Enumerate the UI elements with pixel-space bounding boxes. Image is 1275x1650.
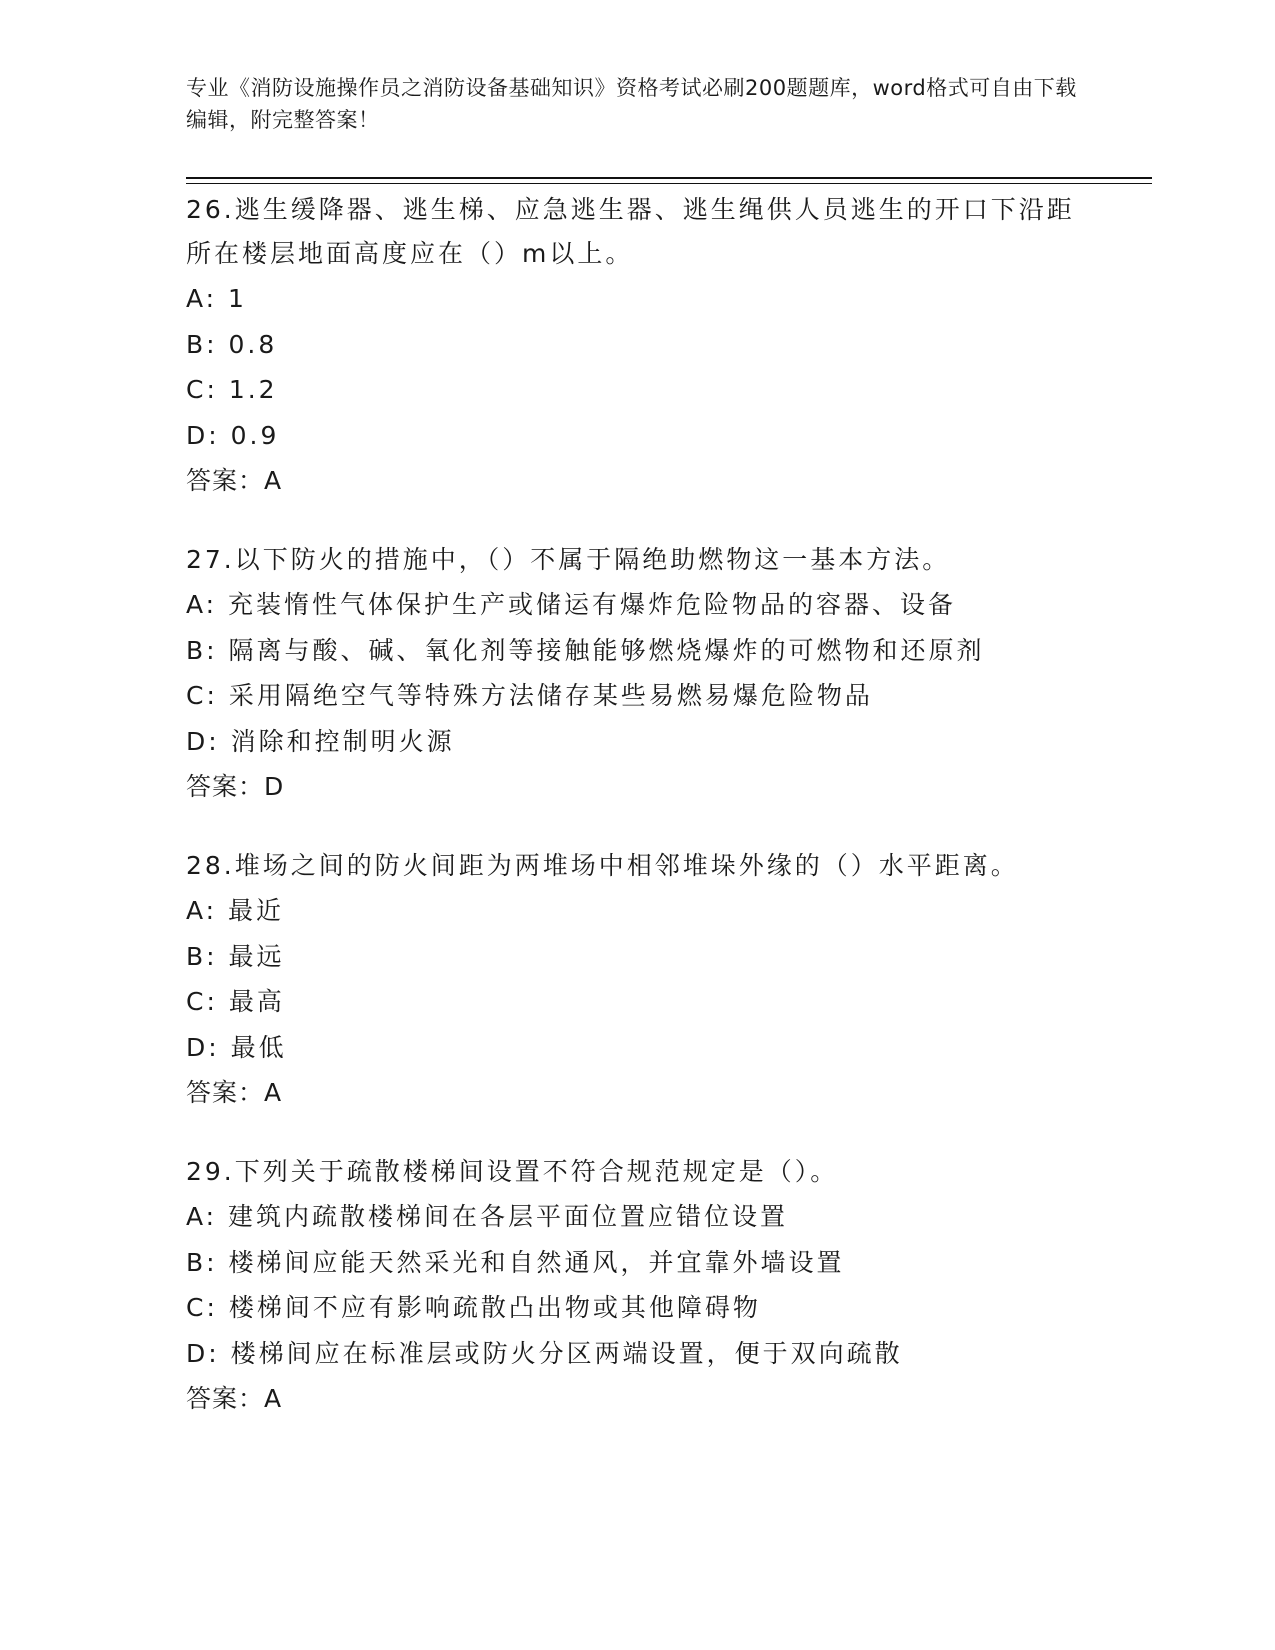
document-header: 专业《消防设施操作员之消防设备基础知识》资格考试必刷200题题库，word格式可自由下载编辑，附完整答案！ (186, 76, 1077, 132)
header-divider-thick (186, 177, 1152, 179)
header-divider-thin (186, 183, 1152, 184)
answer-line: 答案：A (186, 466, 283, 495)
answer-line: 答案：D (186, 772, 285, 801)
option-b: B: 楼梯间应能天然采光和自然通风，并宜靠外墙设置 (186, 1247, 845, 1277)
question-28 (186, 844, 1086, 1115)
option-a: A: 1 (186, 284, 247, 313)
option-c: C: 1.2 (186, 375, 278, 404)
question-27 (186, 538, 1086, 809)
question-list (186, 188, 1086, 1456)
question-26 (186, 188, 1086, 503)
option-a: A: 最近 (186, 896, 285, 925)
option-c: C: 楼梯间不应有影响疏散凸出物或其他障碍物 (186, 1293, 761, 1322)
option-b: B: 隔离与酸、碱、氧化剂等接触能够燃烧爆炸的可燃物和还原剂 (186, 635, 985, 665)
option-b: B: 最远 (186, 941, 285, 971)
question-29 (186, 1150, 1086, 1421)
option-a: A: 建筑内疏散楼梯间在各层平面位置应错位设置 (186, 1202, 789, 1231)
option-b: B: 0.8 (186, 329, 278, 359)
option-c: C: 最高 (186, 987, 285, 1016)
option-a: A: 充装惰性气体保护生产或储运有爆炸危险物品的容器、设备 (186, 590, 957, 619)
question-stem: 28.堆场之间的防火间距为两堆场中相邻堆垛外缘的（）水平距离。 (186, 851, 1019, 880)
question-stem: 26.逃生缓降器、逃生梯、应急逃生器、逃生绳供人员逃生的开口下沿距所在楼层地面高度应在（）m以上。 (186, 195, 1075, 268)
option-d: D: 消除和控制明火源 (186, 726, 455, 756)
option-c: C: 采用隔绝空气等特殊方法储存某些易燃易爆危险物品 (186, 681, 873, 710)
answer-line: 答案：A (186, 1078, 283, 1107)
question-stem: 29.下列关于疏散楼梯间设置不符合规范规定是（）。 (186, 1157, 839, 1186)
question-stem: 27.以下防火的措施中，（）不属于隔绝助燃物这一基本方法。 (186, 545, 951, 574)
option-d: D: 0.9 (186, 420, 280, 450)
answer-line: 答案：A (186, 1384, 283, 1413)
option-d: D: 楼梯间应在标准层或防火分区两端设置，便于双向疏散 (186, 1338, 903, 1368)
option-d: D: 最低 (186, 1032, 287, 1062)
